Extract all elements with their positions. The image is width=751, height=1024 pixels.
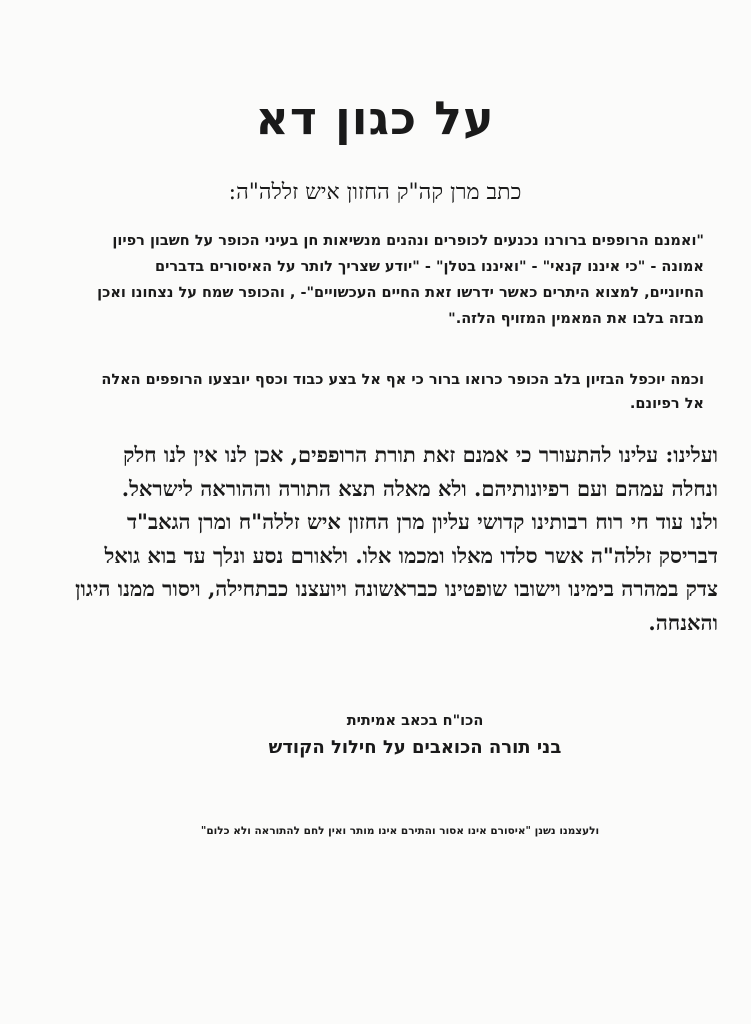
signature-line-1: הכו"ח בכאב אמיתית (346, 713, 484, 729)
note-paragraph: וכמה יוכפל הבזיון בלב הכופר כרואו ברור כי אף אל בצע כבוד וכסף יובצעו הרופפים האלה אל רפיונם. (101, 372, 704, 412)
main-paragraph-1: ועלינו: עלינו להתעורר כי אמנם זאת תורת הרופפים, אכן לנו אין לנו חלק ונחלה עמהם ועם רפיונותיהם. ולא מאלה תצא התורה וההוראה לישראל. (121, 442, 718, 501)
footer-note: ולעצמנו נשנן "איסורם אינו אסור והתירם אינו מותר ואין לחם להתוראה ולא כלום" (200, 825, 600, 837)
main-paragraph-2: ולנו עוד חי רוח רבותינו קדושי עליון מרן החזון איש זללה"ח ומרן הגאב"ד דבריסק זללה"ה אשר סלדו מאלו ומכמו אלו. ולאורם נסע ונלך עד בוא גואל צדק במהרה בימינו וישובו שופטינו כבראשונה ויועצנו כבתחילה, ויסור ממנו היגון והאנחה. (75, 509, 718, 635)
document-title: על כגון דא (255, 91, 495, 145)
signature-line-2: בני תורה הכואבים על חילול הקודש (268, 737, 562, 758)
document-subtitle: כתב מרן קה"ק החזון איש זללה"ה: (228, 180, 522, 205)
quote-paragraph: "ואמנם הרופפים ברורנו נכנעים לכופרים ונהנים מנשיאות חן בעיני הכופר על חשבון רפיון אמונה - "כי איננו קנאי" - "ואיננו בטלן" - "יודע שצריך לותר על האיסורים בדברים החיוניים, למצוא היתרים כאשר ידרשו זאת החיים העכשויים"- , והכופר שמח על נצחונו ואכן מבזה בלבו את המאמין המזויף הלזה." (97, 233, 704, 327)
main-text (70, 438, 718, 639)
